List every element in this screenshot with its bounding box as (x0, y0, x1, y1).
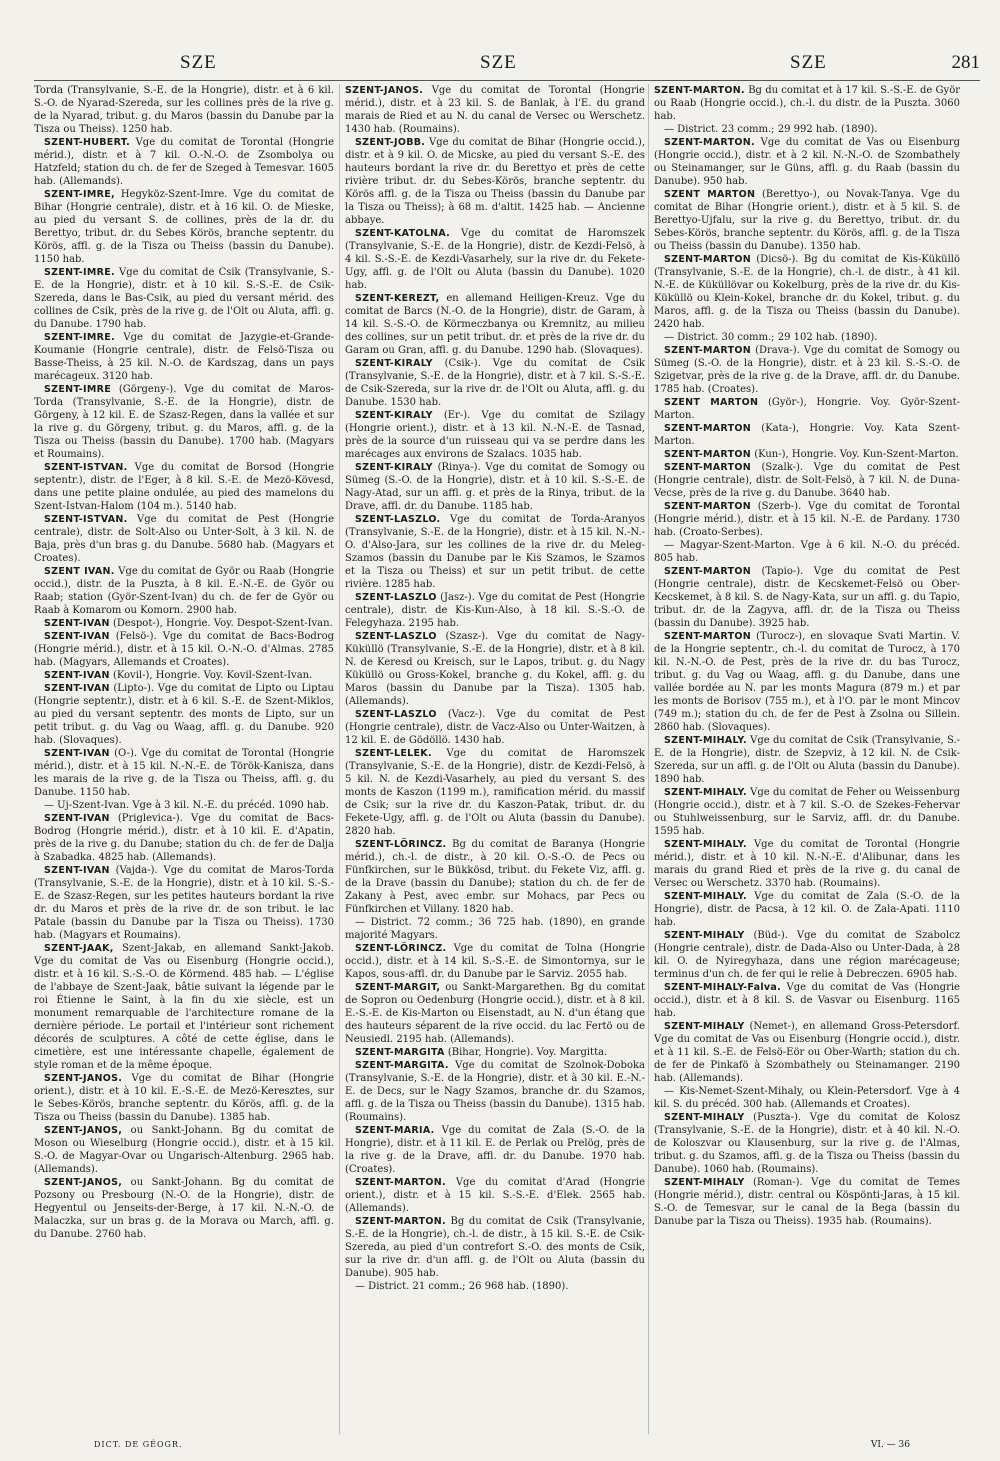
entry-headword: SZENT-KEREZT, (355, 293, 440, 304)
dictionary-entry (654, 1085, 960, 1111)
dictionary-entry (34, 864, 334, 942)
dictionary-entry (345, 981, 645, 1046)
dictionary-entry (34, 1124, 334, 1176)
dictionary-entry (654, 500, 960, 539)
dictionary-entry (345, 1280, 645, 1293)
footer-volume-mark: VI. — 36 (870, 1440, 910, 1450)
entry-headword: SZENT-MARGIT, (355, 982, 441, 993)
entry-headword: SZENT-MARGITA. (355, 1060, 449, 1071)
entry-text: (Büd-). Vge du comitat de Szabolcz (Hongrie centrale), distr. de Dada-Also ou Unter-Dada, à 28 kil. O. de Nyiregyhaza, dans une région marécageuse; terminus d'un ch. de fer qui le relie à Debreczen. 6905 hab. (654, 930, 960, 980)
entry-headword: SZENT-MIHALY. (664, 735, 747, 746)
entry-text: (Nemet-), en allemand Gross-Petersdorf. Vge du comitat de Vas ou Eisenburg (Hongrie occid.), distr. et à 11 kil. S.-E. de Felsö-Eör ou Ober-Warth; station du ch. de fer de Pinkafö à Szombathely ou Steinamanger. 2190 hab. (Allemands). (654, 1021, 960, 1084)
dictionary-entry (345, 357, 645, 409)
entry-headword: SZENT-IVAN (44, 618, 110, 629)
dictionary-entry (34, 513, 334, 565)
entry-headword: SZENT-MARGITA (355, 1047, 445, 1058)
entry-text: ou Sankt-Johann. Bg du comitat de Moson ou Wieselburg (Hongrie occid.), distr. et à 15 kil. S.-O. de Magyar-Ovar ou Ungarisch-Altenburg. 2965 hab. (Allemands). (34, 1125, 334, 1175)
entry-text: (Szasz-). Vge du comitat de Nagy-Küküllö (Transylvanie, S.-E. de la Hongrie), distr. et à 8 kil. N. de Keresd ou Kreisch, sur le Lapos, tribut. g. du Nagy Küküllö ou Gross-Kokel, branche g. du Kokel, affl. g. du Maros (bassin du Danube par la Tisza). 1305 hab. (Allemands). (345, 631, 645, 707)
dictionary-entry (654, 539, 960, 565)
entry-text: Vge du comitat d'Arad (Hongrie orient.), distr. et à 15 kil. S.-S.-E. d'Elek. 2565 hab. (Allemands). (345, 1177, 645, 1214)
dictionary-entry (345, 513, 645, 591)
entry-text: Vge du comitat de Borsod (Hongrie septentr.), distr. de l'Eger, à 8 kil. S.-E. de Mezö-Kövesd, dans une petite plaine ondulée, au pied des mamelons du Szent-Istvan-Halom (104 m.). 5140 hab. (34, 462, 334, 512)
entry-text: — District. 72 comm.; 36 725 hab. (1890), en grande majorité Magyars. (345, 917, 645, 941)
dictionary-entry (654, 396, 960, 422)
entry-text: Bg du comitat et à 17 kil. S.-S.-E. de Györ ou Raab (Hongrie occid.), ch.-l. du distr. de la Puszta. 3060 hab. (654, 85, 960, 122)
dictionary-entry (654, 1176, 960, 1228)
dictionary-entry (34, 1176, 334, 1241)
dictionary-entry (34, 682, 334, 747)
entry-headword: SZENT-MIHALY (664, 930, 745, 941)
entry-text: (Jasz-). Vge du comitat de Pest (Hongrie centrale), distr. de Kis-Kun-Also, à 18 kil. S.-S.-O. de Felegyhaza. 2195 hab. (345, 592, 645, 629)
dictionary-entry (34, 266, 334, 331)
entry-headword: SZENT-MARIA. (355, 1125, 435, 1136)
dictionary-entry (654, 448, 960, 461)
entry-text: (Turocz-), en slovaque Svati Martin. V. de la Hongrie septentr., ch.-l. du comitat de Turocz, à 170 kil. N.-N.-O. de Pest, près de la rive dr. du bas Turocz, tribut. g. du Vag ou Waag, affl. g. du Danube, dans une vallée bordée au N. par les monts Magura (879 m.) et par les monts de Borisov (755 m.), et à l'O. par le mont Mincov (749 m.); station du ch. de fer de Pest à Zsolna ou Sillein. 2860 hab. (Slovaques). (654, 631, 960, 733)
entry-headword: SZENT-MIHALY. (664, 891, 747, 902)
dictionary-entry (654, 1111, 960, 1176)
entry-text: — Kis-Nemet-Szent-Mihaly, ou Klein-Petersdorf. Vge à 4 kil. S. du précéd. 300 hab. (Allemands et Croates). (654, 1086, 960, 1110)
entry-text: (Priglevica-). Vge du comitat de Bacs-Bodrog (Hongrie mérid.), distr. et à 10 kil. E. d'Apatin, près de la rive g. du Danube; station du ch. de fer de Dalja à Szabadka. 4825 hab. (Allemands). (34, 813, 334, 863)
entry-headword: SZENT-MIHALY-Falva. (664, 982, 782, 993)
dictionary-entry (654, 422, 960, 448)
entry-text: Vge du comitat de Tolna (Hongrie occid.), distr. et à 14 kil. S.-S.-E. de Simontornya, sur le Kapos, sous-affl. dr. du Danube par le Sarviz. 2055 hab. (345, 943, 645, 980)
dictionary-entry (345, 630, 645, 708)
entry-text: Vge du comitat de Torontal (Hongrie mérid.), distr. et à 10 kil. N.-N.-E. d'Alibunar, dans les marais du grand Ried et près de la rive g. du canal de Versec ou Werschetz. 3370 hab. (Roumains). (654, 839, 960, 889)
dictionary-entry (34, 799, 334, 812)
dictionary-entry (345, 227, 645, 292)
entry-text: (Berettyo-), ou Novak-Tanya. Vge du comitat de Bihar (Hongrie orient.), distr. et à 5 kil. S. de Berettyo-Ujfalu, sur la rive g. du Berettyo, tribut. dr. du Sebes-Körös, branche septentr. du Körös, affl. g. de la Tisza ou Theiss (bassin du Danube). 1350 hab. (654, 189, 960, 252)
entry-headword: SZENT-KIRALY (355, 410, 433, 421)
entry-text: (Drava-). Vge du comitat de Somogy ou Sümeg (S.-O. de la Hongrie), distr. et à 23 kil. S.-S.-O. de Szigetvar, près de la rive g. de la Drave, affl. dr. du Danube. 1785 hab. (Croates). (654, 345, 960, 395)
dictionary-entry (654, 981, 960, 1020)
entry-headword: SZENT-MARTON (664, 449, 751, 460)
dictionary-entry (345, 292, 645, 357)
entry-text: Vge du comitat de Csik (Transylvanie, S.-E. de la Hongrie), distr. et à 10 kil. S.-S.-E. de Csik-Szereda, dans le Bas-Csik, au pied du versant mérid. des collines de Csik, près de la rive g. de l'Olt ou Aluta, affl. g. du Danube. 1790 hab. (34, 267, 334, 330)
entry-headword: SZENT-ISTVAN. (44, 462, 128, 473)
entry-text: Vge du comitat de Vas (Hongrie occid.), distr. et à 8 kil. S. de Vasvar ou Eisenburg. 1165 hab. (654, 982, 960, 1019)
dictionary-entry (34, 331, 334, 383)
dictionary-entry (345, 591, 645, 630)
entry-headword: SZENT-MIHALY. (664, 787, 747, 798)
entry-headword: SZENT-KIRALY (355, 462, 433, 473)
entry-headword: SZENT-MIHALY (664, 1021, 745, 1032)
entry-headword: SZENT-LASZLO (355, 631, 437, 642)
entry-headword: SZENT-LÖRINCZ. (355, 943, 447, 954)
dictionary-entry (654, 136, 960, 188)
dictionary-entry (654, 461, 960, 500)
dictionary-entry (34, 747, 334, 799)
entry-text: Bg du comitat de Csik (Transylvanie, S.-E. de la Hongrie), ch.-l. de distr., à 15 kil. S.-E. de Csik-Szereda, au pied d'un contrefort S.-O. des monts de Csik, sur la rive dr. d'un affl. g. de l'Olt ou Aluta (bassin du Danube). 905 hab. (345, 1216, 645, 1279)
entry-headword: SZENT-KIRALY (355, 358, 433, 369)
entry-text: Vge du comitat de Haromszek (Transylvanie, S.-E. de la Hongrie), distr. de Kezdi-Felsö, à 4 kil. S.-S.-E. de Kezdi-Vasarhely, sur la rive dr. du Fekete-Ugy, affl. g. de l'Olt ou Aluta (bassin du Danube). 1020 hab. (345, 228, 645, 291)
entry-headword: SZENT-IMRE. (44, 267, 115, 278)
entry-text: Vge du comitat de Jazygie-et-Grande-Koumanie (Hongrie centrale), distr. de Felsö-Tisza ou Basse-Theiss, à 25 kil. N.-O. de Kardszag, dans un pays marécageux. 3120 hab. (34, 332, 334, 382)
entry-text: (Kun-), Hongrie. Voy. Kun-Szent-Marton. (754, 449, 959, 460)
text-column-3 (654, 84, 960, 1434)
dictionary-entry (654, 565, 960, 630)
entry-headword: SZENT-IVAN (44, 748, 110, 759)
dictionary-entry (34, 84, 334, 136)
entry-headword: SZENT-MARTON (664, 462, 751, 473)
entry-text: — Uj-Szent-Ivan. Vge à 3 kil. N.-E. du précéd. 1090 hab. (44, 800, 329, 811)
entry-headword: SZENT MARTON (664, 189, 756, 200)
entry-text: Vge du comitat de Torontal (Hongrie mérid.), distr. et à 7 kil. O.-N.-O. de Zsombolya ou Hatzfeld; station du ch. de fer de Szeged à Temesvar. 1605 hab. (Allemands). (34, 137, 334, 187)
entry-headword: SZENT-JAAK, (44, 943, 114, 954)
dictionary-entry (345, 942, 645, 981)
entry-headword: SZENT-LELEK. (355, 748, 432, 759)
entry-text: Vge du comitat de Pest (Hongrie centrale), distr. de Solt-Also ou Unter-Solt, à 3 kil. N. de Baja, près d'un bras g. du Danube. 5680 hab. (Magyars et Croates). (34, 514, 334, 564)
dictionary-entry (345, 1215, 645, 1280)
entry-text: (Vacz-). Vge du comitat de Pest (Hongrie centrale), distr. de Vacz-Also ou Unter-Waitzen, à 12 kil. E. de Gödöllö. 1430 hab. (345, 709, 645, 746)
text-column-1 (34, 84, 334, 1434)
entry-text: — District. 30 comm.; 29 102 hab. (1890). (664, 332, 878, 343)
entry-text: Vge du comitat de Haromszek (Transylvanie, S.-E. de la Hongrie), distr. de Kezdi-Felsö, à 5 kil. N. de Kezdi-Vasarhely, au pied du versant S. des monts de Kaszon (1199 m.), ramification mérid. du massif de Csik; sur la rive dr. du Kaszon-Patak, tribut. dr. du Fekete-Ugy, affl. g. de l'Olt ou Aluta (bassin du Danube). 2820 hab. (345, 748, 645, 837)
dictionary-entry (654, 331, 960, 344)
entry-text: (Lipto-). Vge du comitat de Lipto ou Liptau (Hongrie septentr.), distr. et à 6 kil. S.-E. de Szent-Miklos, au pied du versant septentr. des monts de Lipto, sur un petit tribut. g. du Vag ou Waag, affl. g. du Danube. 920 hab. (Slovaques). (34, 683, 334, 746)
entry-headword: SZENT MARTON (664, 397, 759, 408)
entry-text: Vge du comitat de Bihar (Hongrie occid.), distr. et à 9 kil. O. de Micske, au pied du versant S.-E. des hauteurs bordant la rive dr. du Berettyo et près de cette rivière tribut. dr. du Sebes-Körös, branche septentr. du Körös affl. g. de la Tisza ou Theiss (bassin du Danube par la Tisza ou Theiss); à 68 m. d'altit. 1425 hab. — Ancienne abbaye. (345, 137, 645, 226)
entry-headword: SZENT-KATOLNA. (355, 228, 451, 239)
dictionary-entry (654, 786, 960, 838)
dictionary-entry (654, 344, 960, 396)
entry-text: Szent-Jakab, en allemand Sankt-Jakob. Vge du comitat de Vas ou Eisenburg (Hongrie occid.), distr. et à 16 kil. S.-S.-O. de Körmend. 485 hab. — L'église de l'abbaye de Szent-Jaak, bâtie suivant la légende par le roi Étienne le Saint, à la fin du xie siècle, est un monument remarquable de l'architecture romane de la dernière période. Le portail et l'intérieur sont richement décorés de sculptures. A côté de cette église, dans le cimetière, est une intéressante chapelle, également de style roman et de la même époque. (34, 943, 334, 1071)
dictionary-entry (34, 669, 334, 682)
entry-headword: SZENT-IVAN (44, 813, 110, 824)
dictionary-entry (654, 253, 960, 331)
header-right-running-word: SZE (790, 52, 827, 73)
entry-text: ou Sankt-Margarethen. Bg du comitat de Sopron ou Oedenburg (Hongrie occid.), distr. et à 8 kil. E.-S.-E. de Kis-Marton ou Eisenstadt, au N. d'un étang que des hauteurs séparent de la rive occid. du lac Fertö ou de Neusiedl. 2195 hab. (Allemands). (345, 982, 645, 1045)
entry-headword: SZENT-JANOS. (44, 1073, 123, 1084)
entry-text: Vge du comitat de Györ ou Raab (Hongrie occid.), distr. de la Puszta, à 8 kil. E.-N.-E. de Györ ou Raab; station (Györ-Szent-Ivan) du ch. de fer de Györ ou Raab à Komarom ou Komorn. 2900 hab. (34, 566, 334, 616)
dictionary-entry (654, 84, 960, 123)
entry-headword: SZENT-MARTON. (355, 1177, 446, 1188)
entry-text: (Felsö-). Vge du comitat de Bacs-Bodrog (Hongrie mérid.), distr. et à 15 kil. O.-N.-O. d'Almas. 2785 hab. (Magyars, Allemands et Croates). (34, 631, 334, 668)
entry-headword: SZENT-JOBB. (355, 137, 426, 148)
entry-text: Vge du comitat de Zala (S.-O. de la Hongrie), distr. de Pacsa, à 12 kil. O. de Zala-Apati. 1110 hab. (654, 891, 960, 928)
dictionary-entry (654, 188, 960, 253)
entry-text: (Roman-). Vge du comitat de Temes (Hongrie mérid.), distr. central ou Köspönti-Jaras, à 15 kil. S.-O. de Temesvar, sur le canal de la Bega (bassin du Danube par la Tisza ou Theiss). 1935 hab. (Roumains). (654, 1177, 960, 1227)
dictionary-entry (34, 630, 334, 669)
entry-headword: SZENT-MARTON (664, 631, 751, 642)
header-left-running-word: SZE (180, 52, 217, 73)
entry-headword: SZENT-JANOS, (44, 1177, 123, 1188)
entry-text: Hegyköz-Szent-Imre. Vge du comitat de Bihar (Hongrie centrale), distr. et à 16 kil. O. de Mieske, au pied du versant S. de collines, près de la dr. du Berettyo, tribut. dr. du Sebes Körös, branche septentr. du Körös, affl. g. de la Tisza ou Theiss (bassin du Danube). 1150 hab. (34, 189, 334, 265)
entry-headword: SZENT-MARTON (664, 254, 751, 265)
entry-text: Vge du comitat de Torda-Aranyos (Transylvanie, S.-E. de la Hongrie), distr. et à 15 kil. N.-N.-O. d'Also-Jara, sur les collines de la rive dr. du Meleg-Szamos (bassin du Danube par le Kis Szamos, le Szamos et la Tisza ou Theiss) et sur un petit tribut. de cette rivière. 1285 hab. (345, 514, 645, 590)
dictionary-entry (345, 136, 645, 227)
dictionary-entry (345, 1059, 645, 1124)
entry-text: (O-). Vge du comitat de Torontal (Hongrie mérid.), distr. et à 15 kil. N.-N.-E. de Török-Kanisza, dans les marais de la rive g. de la Tisza ou Theiss, affl. g. du Danube. 1150 hab. (34, 748, 334, 798)
dictionary-entry (34, 1072, 334, 1124)
entry-headword: SZENT-MIHALY (664, 1177, 745, 1188)
page-number: 281 (951, 52, 980, 73)
entry-headword: SZENT-JANOS. (345, 85, 424, 96)
dictionary-entry (34, 617, 334, 630)
entry-headword: SZENT-MARTON (664, 345, 751, 356)
dictionary-entry (345, 838, 645, 916)
entry-text: en allemand Heiligen-Kreuz. Vge du comitat de Barcs (N.-O. de la Hongrie), distr. de Garam, à 14 kil. S.-S.-O. de Körmeczbanya ou Kremnitz, au milieu des collines, sur un petit tribut. dr. et près de la rive dr. du Garam ou Gran, affl. g. du Danube. 1290 hab. (Slovaques). (345, 293, 645, 356)
header-center-running-word: SZE (480, 52, 517, 73)
entry-headword: SZENT-MARTON (664, 566, 751, 577)
dictionary-entry (34, 188, 334, 266)
entry-headword: SZENT-IVAN (44, 865, 110, 876)
entry-text: (Kovil-), Hongrie. Voy. Kovil-Szent-Ivan. (112, 670, 313, 681)
entry-text: ou Sankt-Johann. Bg du comitat de Pozsony ou Presbourg (N.-O. de la Hongrie), distr. de Hegyentul ou Jenseits-der-Berge, à 17 kil. N.-N.-O. de Malaczka, sur un bras g. de la Morava ou March, affl. g. du Danube. 2760 hab. (34, 1177, 334, 1240)
entry-headword: SZENT-IMRE, (44, 189, 115, 200)
entry-text: (Rinya-). Vge du comitat de Somogy ou Sümeg (S.-O. de la Hongrie), distr. et à 10 kil. S.-S.-E. de Nagy-Atad, sur un affl. g. et près de la Rinya, tribut. de la Drave, affl. dr. du Danube. 1185 hab. (345, 462, 645, 512)
entry-text: Bg du comitat de Baranya (Hongrie mérid.), ch.-l. de distr., à 20 kil. O.-S.-O. de Pecs ou Fünfkirchen, sur le Bükkösd, tribut. du Fekete Viz, affl. g. de la Drave (bassin du Danube); station du ch. de fer de Zakany à Pest, avec embr. sur Mohacs, par Pecs ou Fünfkirchen et Villany. 1820 hab. (345, 839, 645, 915)
dictionary-entry (654, 734, 960, 786)
dictionary-entry (34, 383, 334, 461)
entry-headword: SZENT-IMRE (44, 384, 111, 395)
dictionary-entry (345, 708, 645, 747)
entry-headword: SZENT-LASZLO. (355, 514, 441, 525)
entry-headword: SZENT-MIHALY (664, 1112, 745, 1123)
entry-text: (Tapio-). Vge du comitat de Pest (Hongrie centrale), distr. de Kecskemet-Felsö ou Ober-Kecskemet, à 8 kil. S. de Nagy-Kata, sur un affl. g. du Tapio, tribut. dr. de la Zagyva, affl. dr. de la Tisza ou Theiss (bassin du Danube). 3925 hab. (654, 566, 960, 629)
dictionary-entry (345, 461, 645, 513)
dictionary-entry (345, 1124, 645, 1176)
entry-text: (Görgeny-). Vge du comitat de Maros-Torda (Transylvanie, S.-E. de la Hongrie), distr. de Görgeny, à 12 kil. E. de Szasz-Regen, dans la vallée et sur la rive g. du Görgeny, tribut. g. du Maros, affl. g. de la Tisza ou Theiss (bassin du Danube). 1700 hab. (Magyars et Roumains). (34, 384, 334, 460)
entry-text: — Magyar-Szent-Marton. Vge à 6 kil. N.-O. du précéd. 805 hab. (654, 540, 960, 564)
entry-headword: SZENT-MIHALY. (664, 839, 747, 850)
entry-text: (Bihar, Hongrie). Voy. Margitta. (447, 1047, 608, 1058)
dictionary-entry (34, 461, 334, 513)
entry-headword: SZENT-LASZLO (355, 709, 437, 720)
header-rule (34, 80, 980, 81)
entry-headword: SZENT-LASZLO (355, 592, 437, 603)
page-footer (34, 1440, 980, 1454)
entry-text: (Dicsö-). Bg du comitat de Kis-Küküllö (Transylvanie, S.-E. de la Hongrie), ch.-l. de distr., à 41 kil. N.-E. de Küküllövar ou Kokelburg, près de la rive dr. du Kis-Küküllö ou Klein-Kokel, branche dr. du Kokel, tribut. g. du Maros, affl. g. de la Tisza ou Theiss (bassin du Danube). 2420 hab. (654, 254, 960, 330)
entry-text: (Puszta-). Vge du comitat de Kolosz (Transylvanie, S.-E. de la Hongrie), distr. et à 40 kil. N.-O. de Koloszvar ou Klausenburg, sur la rive g. de l'Almas, tribut. g. du Szamos, affl. g. de la Tisza ou Theiss (bassin du Danube). 1060 hab. (Roumains). (654, 1112, 960, 1175)
entry-text: Vge du comitat de Csik (Transylvanie, S.-E. de la Hongrie), distr. de Szepviz, à 12 kil. N. de Csik-Szereda, sur un affl. g. de l'Olt ou Aluta (bassin du Danube). 1890 hab. (654, 735, 960, 785)
dictionary-entry (34, 136, 334, 188)
entry-text: (Szalk-). Vge du comitat de Pest (Hongrie centrale), distr. de Solt-Felsö, à 7 kil. N. de Duna-Vecse, près de la rive g. du Danube. 3640 hab. (654, 462, 960, 499)
text-column-2 (345, 84, 645, 1434)
dictionary-entry (345, 1176, 645, 1215)
entry-text: Vge du comitat de Vas ou Eisenburg (Hongrie occid.), distr. et à 2 kil. N.-N.-O. de Szombathely ou Steinamanger, sur le Güns, affl. g. du Raab (bassin du Danube). 950 hab. (654, 137, 960, 187)
dictionary-entry (345, 1046, 645, 1059)
entry-text: (Györ-), Hongrie. Voy. Györ-Szent-Marton. (654, 397, 960, 421)
entry-headword: SZENT IVAN. (44, 566, 115, 577)
entry-text: (Szerb-). Vge du comitat de Torontal (Hongrie mérid.), distr. et à 15 kil. N.-E. de Pardany. 1730 hab. (Croato-Serbes). (654, 501, 960, 538)
entry-text: (Vajda-). Vge du comitat de Maros-Torda (Transylvanie, S.-E. de la Hongrie), distr. et à 10 kil. S.-S.-E. de Szasz-Regen, sur les petites hauteurs bordant la rive dr. du Maros et près de la rive dr. de son tribut. le lac Patale (bassin du Danube par la Tisza ou Theiss). 1730 hab. (Magyars et Roumains). (34, 865, 334, 941)
entry-headword: SZENT-IVAN (44, 683, 110, 694)
entry-headword: SZENT-MARTON. (355, 1216, 446, 1227)
dictionary-entry (654, 890, 960, 929)
dictionary-entry (345, 409, 645, 461)
entry-headword: SZENT-MARTON. (654, 85, 745, 96)
column-divider (648, 84, 649, 1434)
entry-text: Vge du comitat de Szolnok-Doboka (Transylvanie, S.-E. de la Hongrie), distr. et à 30 kil. E.-N.-E. de Decs, sur le Nagy Szamos, branche dr. du Szamos, affl. g. de la Tisza ou Theiss (bassin du Danube). 1315 hab. (Roumains). (345, 1060, 645, 1123)
entry-text: (Kata-), Hongrie. Voy. Kata Szent-Marton. (654, 423, 960, 447)
dictionary-entry (654, 630, 960, 734)
dictionary-entry (34, 812, 334, 864)
entry-headword: SZENT-IVAN (44, 670, 110, 681)
entry-headword: SZENT-HUBERT. (44, 137, 131, 148)
entry-headword: SZENT-LÖRINCZ. (355, 839, 447, 850)
dictionary-entry (654, 838, 960, 890)
entry-headword: SZENT-IVAN (44, 631, 110, 642)
entry-text: (Csik-). Vge du comitat de Csik (Transylvanie, S.-E. de la Hongrie), distr. et à 7 kil. S.-S.-E. de Csik-Szereda, sur la rive dr. de l'Olt ou Aluta, affl. g. du Danube. 1530 hab. (345, 358, 645, 408)
dictionary-entry (654, 123, 960, 136)
entry-headword: SZENT-IMRE. (44, 332, 115, 343)
entry-text: — District. 21 comm.; 26 968 hab. (1890). (355, 1281, 569, 1292)
dictionary-entry (345, 747, 645, 838)
entry-text: Vge du comitat de Torontal (Hongrie mérid.), distr. et à 23 kil. S. de Banlak, à l'E. du grand marais de Ried et au N. du canal de Versec ou Werschetz. 1430 hab. (Roumains). (345, 85, 645, 135)
entry-headword: SZENT-JANOS, (44, 1125, 123, 1136)
footer-signature: DICT. DE GÉOGR. (94, 1440, 183, 1449)
entry-text: — District. 23 comm.; 29 992 hab. (1890). (664, 124, 878, 135)
entry-text: (Er-). Vge du comitat de Szilagy (Hongrie orient.), distr. et à 13 kil. N.-N.-E. de Tasnad, près de la source d'un ruisseau qui va se perdre dans les marécages aux environs de Szalacs. 1035 hab. (345, 410, 645, 460)
page-header (34, 52, 980, 82)
dictionary-entry (345, 84, 645, 136)
dictionary-entry (654, 1020, 960, 1085)
entry-headword: SZENT-MARTON. (664, 137, 755, 148)
entry-text: Vge du comitat de Zala (S.-O. de la Hongrie), distr. et à 11 kil. E. de Perlak ou Prelög, près de la rive g. de la Drave, affl. dr. du Danube. 1970 hab. (Croates). (345, 1125, 645, 1175)
dictionary-entry (34, 565, 334, 617)
entry-text: Vge du comitat de Feher ou Weissenburg (Hongrie occid.), distr. et à 7 kil. S.-O. de Szekes-Fehervar ou Stuhlweissenburg, sur le Sarviz, affl. dr. du Danube. 1595 hab. (654, 787, 960, 837)
dictionary-entry (654, 929, 960, 981)
entry-headword: SZENT-MARTON (664, 501, 751, 512)
entry-text: (Despot-), Hongrie. Voy. Despot-Szent-Ivan. (112, 618, 333, 629)
entry-headword: SZENT-MARTON (664, 423, 751, 434)
dictionary-entry (345, 916, 645, 942)
entry-text: Vge du comitat de Bihar (Hongrie orient.), distr. et à 10 kil. E.-S.-E. de Mezö-Keresztes, sur le Sebes-Körös, branche septentr. du Körös, affl. g. de la Tisza ou Theiss (bassin du Danube). 1385 hab. (34, 1073, 334, 1123)
dictionary-entry (34, 942, 334, 1072)
column-divider (339, 84, 340, 1434)
entry-text: Torda (Transylvanie, S.-E. de la Hongrie), distr. et à 6 kil. S.-O. de Nyarad-Szereda, sur les collines près de la rive g. de la Nyarad, tribut. g. du Maros (bassin du Danube par la Tisza ou Theiss). 1250 hab. (34, 85, 334, 135)
entry-headword: SZENT-ISTVAN. (44, 514, 128, 525)
